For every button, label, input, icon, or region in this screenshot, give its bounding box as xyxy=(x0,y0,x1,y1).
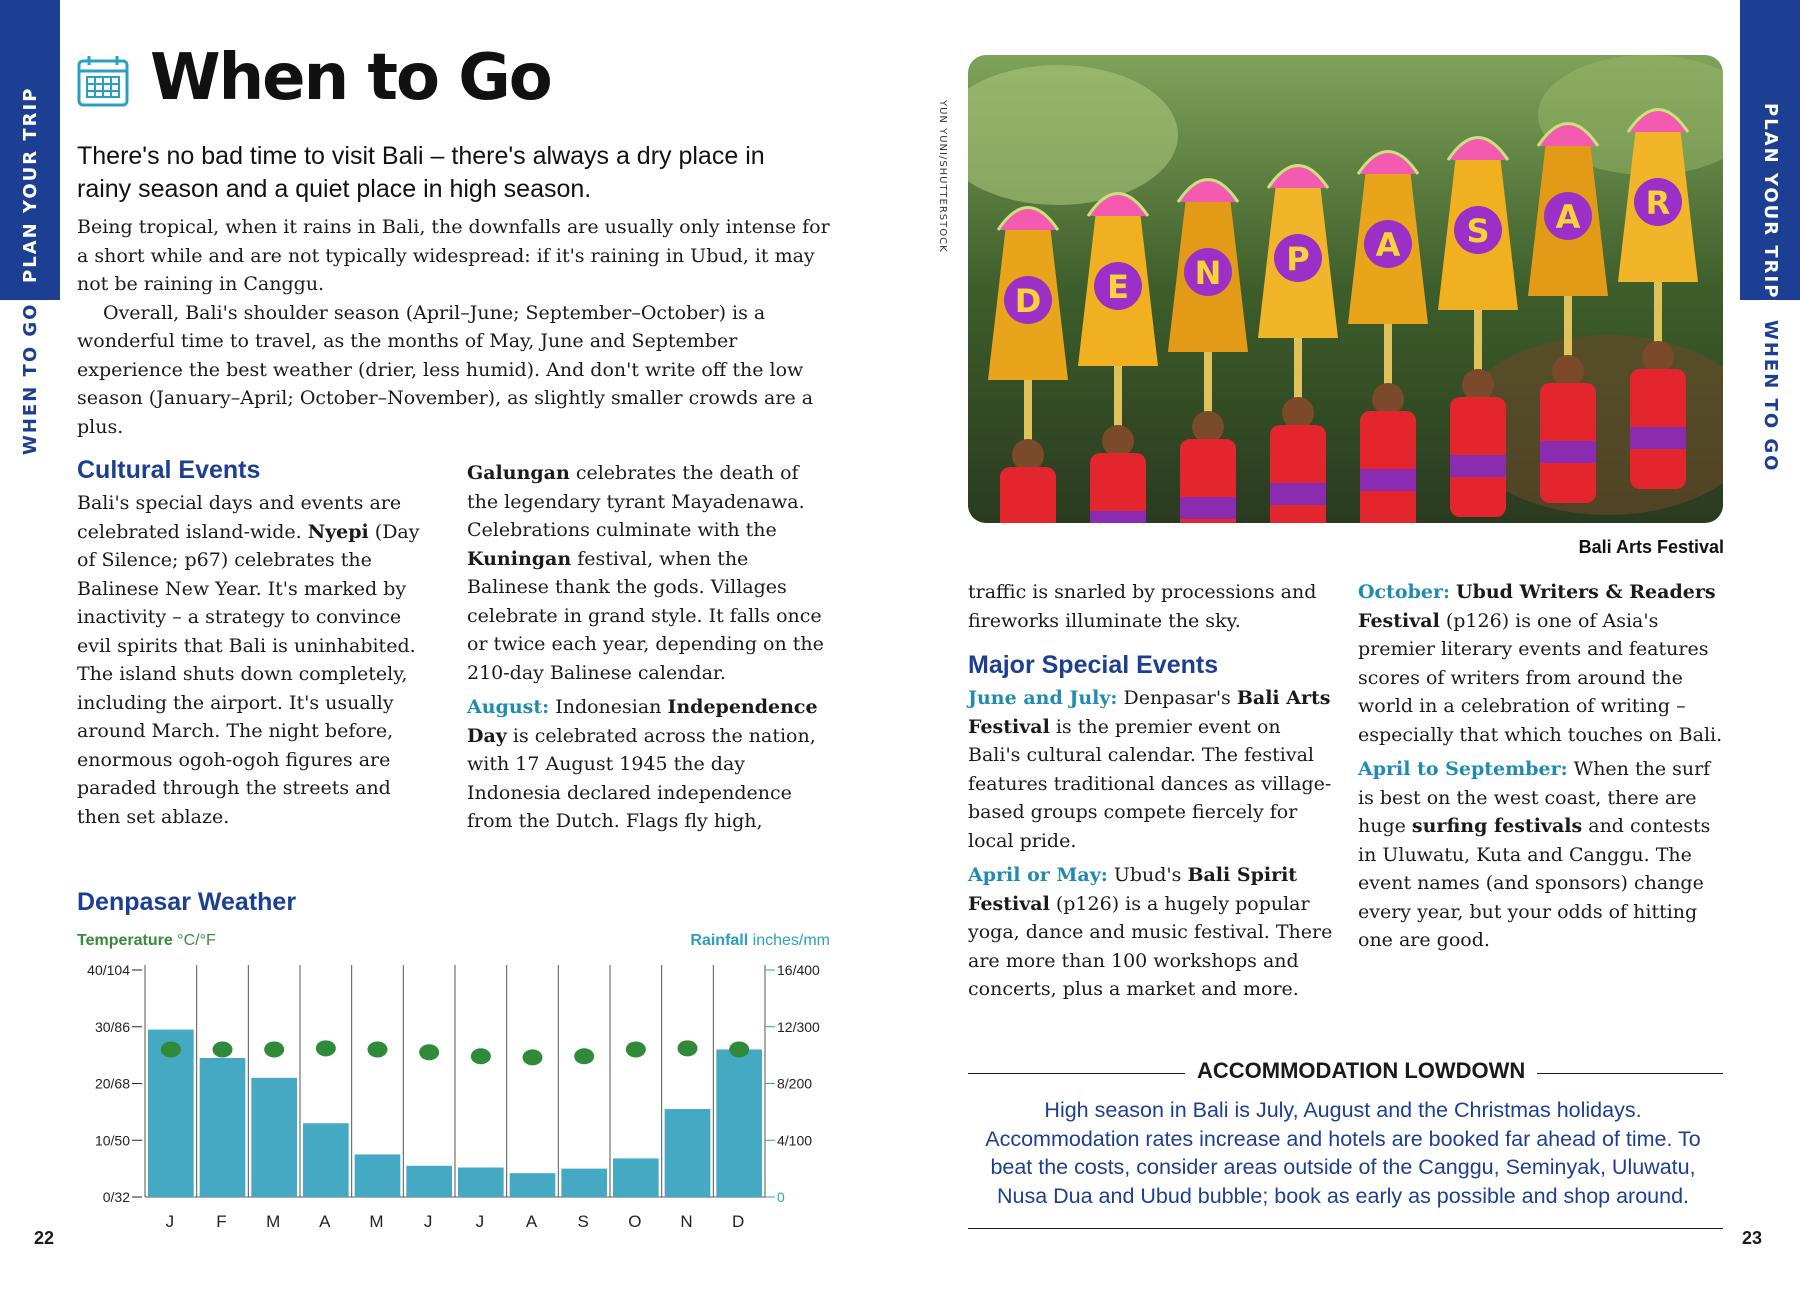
text-run: (Day of Silence; p67) celebrates the Balinese New Year. It's marked by inactivity – a strategy to convince evil spirits that Bali is uninhabited. The island shuts down completely, including the airport. It's usually around March. The night before, enormous ogoh-ogoh figures are paraded through the streets and then set ablaze. xyxy=(77,520,420,828)
photo-credit: YUN YUNI/SHUTTERSTOCK xyxy=(937,100,948,253)
month-tick-label: O xyxy=(628,1212,644,1231)
rainfall-tick-label: 8/200 xyxy=(777,1075,813,1092)
temperature-point xyxy=(523,1049,543,1065)
weather-chart xyxy=(70,955,840,1235)
temperature-tick-label: 20/68 xyxy=(94,1075,130,1092)
intro-body xyxy=(77,213,837,441)
dancer-dress xyxy=(1360,411,1416,523)
dancer-head xyxy=(1552,355,1584,387)
month-tick-label: D xyxy=(732,1212,747,1231)
intro-paragraph-2: Overall, Bali's shoulder season (April–June; September–October) is a wonderful time to travel, as the months of May, June and September experience the best weather (drier, less humid). And don't write off the low season (January–April; October–November), as slightly smaller crowds are a plus. xyxy=(77,301,814,438)
photo-caption: Bali Arts Festival xyxy=(1578,537,1724,557)
major-events-heading: Major Special Events xyxy=(968,651,1219,679)
event-bali-spirit xyxy=(968,861,1333,1004)
text-run: When the surf is best on the west coast, there are huge xyxy=(1358,758,1711,837)
month-tick-label: N xyxy=(680,1212,695,1231)
text-run: Ubud's xyxy=(1107,864,1188,886)
temperature-point xyxy=(471,1048,491,1064)
text-run: Denpasar's xyxy=(1117,687,1237,709)
rainfall-tick-label: 16/400 xyxy=(777,962,820,978)
temperature-point xyxy=(626,1041,646,1057)
independence-continued: traffic is snarled by processions and fireworks illuminate the sky. xyxy=(968,581,1317,632)
galungan-paragraph xyxy=(467,459,829,687)
cultural-events-column-1 xyxy=(77,456,439,831)
dancer-head xyxy=(1192,411,1224,443)
month-tick-label: M xyxy=(266,1212,283,1231)
left-tab-label: PLAN YOUR TRIP xyxy=(20,86,41,283)
text-run: Indonesian xyxy=(549,696,668,718)
rainfall-tick-label: 12/300 xyxy=(777,1018,820,1035)
dancer-sash xyxy=(1630,427,1686,449)
text-run: Bali's special days and events are celebrated island-wide. xyxy=(77,492,402,543)
rainfall-bar xyxy=(200,1058,246,1197)
month-tick-label: S xyxy=(577,1212,591,1231)
weather-heading: Denpasar Weather xyxy=(77,888,297,916)
palm-fringe xyxy=(1654,282,1662,342)
month-tick-label: J xyxy=(475,1212,487,1231)
dancer-head xyxy=(1372,383,1404,415)
rainfall-bar xyxy=(406,1166,452,1197)
rainfall-tick-label: 4/100 xyxy=(777,1132,813,1149)
galungan-term: Galungan xyxy=(467,462,570,484)
rainfall-unit: inches/mm xyxy=(748,932,830,949)
dancer-sash xyxy=(1270,483,1326,505)
text-run: celebrates the death of the legendary tyrant Mayadenawa. Celebrations culminate with the xyxy=(467,462,805,541)
palm-fringe xyxy=(1474,310,1482,370)
event-name: Bali Arts Festival xyxy=(968,687,1331,738)
right-column-1 xyxy=(968,578,1333,1004)
dancer-head xyxy=(1012,439,1044,471)
month-label: August: xyxy=(467,696,550,718)
dancer-sash xyxy=(1450,455,1506,477)
event-name: surfing festivals xyxy=(1411,815,1583,837)
page-number-right: 23 xyxy=(1742,1228,1763,1248)
banner-letter: A xyxy=(1555,198,1581,236)
palm-fringe xyxy=(1024,380,1032,440)
independence-term: Independence Day xyxy=(467,696,818,747)
rainfall-bar xyxy=(716,1049,762,1197)
month-label: June and July: xyxy=(968,687,1118,709)
dancer-head xyxy=(1642,341,1674,373)
month-label: April to September: xyxy=(1358,758,1568,780)
dancer-dress xyxy=(1270,425,1326,523)
banner-letter: N xyxy=(1194,254,1222,292)
month-tick-label: J xyxy=(165,1212,177,1231)
text-run: (p126) is a hugely popular yoga, dance and music festival. There are more than 100 workshops and concerts, plus a market and more. xyxy=(968,892,1333,1000)
dancer-sash xyxy=(1180,497,1236,519)
intro-paragraph-1: Being tropical, when it rains in Bali, the downfalls are usually only intense for a short while and are not typically widespread: if it's raining in Ubud, it may not be raining in Canggu. xyxy=(77,216,830,295)
dancer-head xyxy=(1282,397,1314,429)
month-tick-label: M xyxy=(369,1212,386,1231)
right-tab-label: PLAN YOUR TRIP xyxy=(1760,103,1781,300)
nyepi-paragraph xyxy=(77,489,439,831)
rainfall-label: Rainfall xyxy=(690,932,749,949)
cultural-events-column-2 xyxy=(467,459,829,836)
lowdown-title: ACCOMMODATION LOWDOWN xyxy=(1185,1058,1537,1084)
month-tick-label: F xyxy=(216,1212,229,1231)
rainfall-bar xyxy=(613,1158,659,1197)
temperature-unit: °C/°F xyxy=(172,932,216,949)
palm-fringe xyxy=(1114,366,1122,426)
temperature-point xyxy=(678,1040,698,1056)
lowdown-body: High season in Bali is July, August and the Christmas holidays. Accommodation rates increase and hotels are booked far ahead of time. To beat the costs, consider areas outside of the Canggu, Seminyak, Uluwatu, Nusa Dua and Ubud bubble; book as early as possible and shop around. xyxy=(985,1098,1701,1208)
temperature-tick-label: 40/104 xyxy=(87,962,130,978)
dancer-dress xyxy=(1000,467,1056,523)
rainfall-bar xyxy=(458,1167,504,1197)
month-label: April or May: xyxy=(968,864,1108,886)
temperature-axis-label xyxy=(77,932,216,950)
dancer-sash xyxy=(1360,469,1416,491)
text-run: is celebrated across the nation, with 17 August 1945 the day Indonesia declared independence from the Dutch. Flags fly high, xyxy=(467,724,816,832)
dancer-sash xyxy=(1090,511,1146,523)
independence-paragraph xyxy=(467,693,829,836)
temperature-label: Temperature xyxy=(77,932,173,949)
rainfall-bar xyxy=(561,1169,607,1197)
lowdown-bottom-rule xyxy=(968,1228,1723,1229)
event-name: Ubud Writers & Readers Festival xyxy=(1358,581,1716,632)
rainfall-bar xyxy=(303,1123,349,1197)
temperature-tick-label: 30/86 xyxy=(94,1018,130,1035)
rainfall-bar xyxy=(251,1078,297,1197)
palm-fringe xyxy=(1564,296,1572,356)
rainfall-bar xyxy=(510,1173,556,1197)
temperature-point xyxy=(419,1044,439,1060)
text-run: and contests in Uluwatu, Kuta and Canggu. The event names (and sponsors) change every year, but your odds of hitting one are good. xyxy=(1358,815,1711,951)
banner-letter: A xyxy=(1375,226,1401,264)
festival-illustration xyxy=(968,55,1723,523)
cultural-events-heading: Cultural Events xyxy=(77,456,261,484)
temperature-point xyxy=(368,1041,388,1057)
month-tick-label: A xyxy=(319,1212,333,1231)
banner-letter: D xyxy=(1014,282,1042,320)
temperature-point xyxy=(213,1041,233,1057)
kuningan-term: Kuningan xyxy=(467,547,572,570)
festival-photo xyxy=(968,55,1723,523)
temperature-point xyxy=(161,1041,181,1057)
text-run: festival, when the Balinese thank the gods. Villages celebrate in grand style. It falls once or twice each year, depending on the 210-day Balinese calendar. xyxy=(467,547,824,684)
dancer-head xyxy=(1462,369,1494,401)
event-surfing xyxy=(1358,755,1723,955)
text-run: (p126) is one of Asia's premier literary events and features scores of writers from around the world in a celebration of writing – especially that which touches on Bali. xyxy=(1358,609,1723,746)
rainfall-tick-label: 0 xyxy=(777,1189,785,1205)
page-title: When to Go xyxy=(150,41,551,115)
calendar-icon xyxy=(77,55,129,107)
temperature-point xyxy=(264,1041,284,1057)
banner-letter: P xyxy=(1286,240,1310,278)
dancer-sash xyxy=(1540,441,1596,463)
palm-fringe xyxy=(1204,352,1212,412)
banner-letter: R xyxy=(1645,184,1671,222)
month-label: October: xyxy=(1358,581,1450,603)
right-tab-section: WHEN TO GO xyxy=(1760,320,1781,473)
temperature-point xyxy=(316,1040,336,1056)
rainfall-bar xyxy=(355,1154,401,1197)
temperature-tick-label: 10/50 xyxy=(94,1132,130,1149)
palm-fringe xyxy=(1384,324,1392,384)
right-column-2 xyxy=(1358,578,1723,955)
event-bali-arts xyxy=(968,684,1333,855)
intro-lead: There's no bad time to visit Bali – there's always a dry place in rainy season and a quiet place in high season. xyxy=(77,142,765,203)
rainfall-bar xyxy=(665,1109,711,1197)
rainfall-axis-label xyxy=(690,932,830,950)
page-number-left: 22 xyxy=(34,1228,55,1248)
palm-fringe xyxy=(1294,338,1302,398)
text-run: is the premier event on Bali's cultural calendar. The festival features traditional dances as village-based groups compete fiercely for local pride. xyxy=(968,715,1332,852)
banner-letter: S xyxy=(1466,212,1490,250)
event-name: Bali Spirit Festival xyxy=(968,864,1298,915)
left-tab-section: WHEN TO GO xyxy=(20,302,41,455)
banner-letter: E xyxy=(1107,268,1129,306)
temperature-point xyxy=(574,1048,594,1064)
event-ubud-writers xyxy=(1358,578,1723,749)
month-tick-label: J xyxy=(423,1212,435,1231)
nyepi-term: Nyepi xyxy=(307,520,369,543)
dancer-head xyxy=(1102,425,1134,457)
month-tick-label: A xyxy=(525,1212,540,1231)
temperature-point xyxy=(729,1041,749,1057)
temperature-tick-label: 0/32 xyxy=(102,1189,130,1205)
